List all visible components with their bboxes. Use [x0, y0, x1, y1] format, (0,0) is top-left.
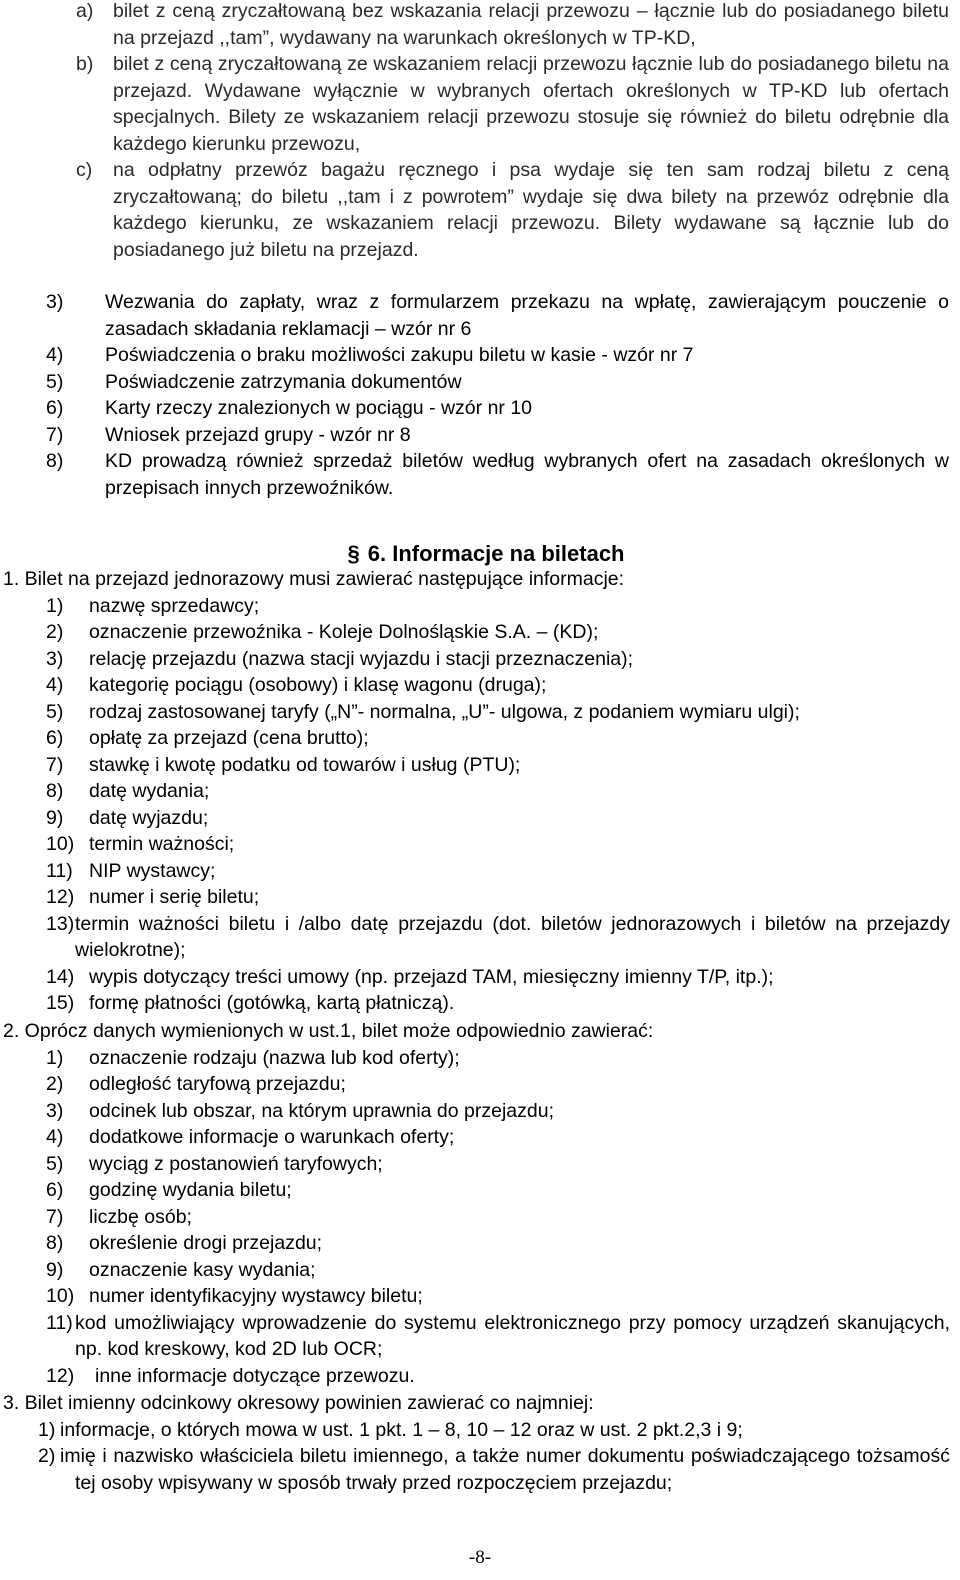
- item-text: oznaczenie rodzaju (nazwa lub kod oferty);: [89, 1046, 460, 1069]
- item-label: 3): [46, 1099, 64, 1122]
- item-label: 7): [46, 753, 64, 776]
- item-label: 13): [46, 912, 75, 935]
- list-item: [46, 884, 950, 911]
- item-text: dodatkowe informacje o warunkach oferty;: [89, 1126, 455, 1148]
- list-item: [46, 1204, 950, 1231]
- item-text: relację przejazdu (nazwa stacji wyjazdu i stacji przeznaczenia);: [89, 647, 634, 670]
- item-text: oznaczenie przewoźnika - Koleje Dolnośląskie S.A. – (KD);: [89, 621, 599, 643]
- list-item: [46, 831, 950, 858]
- item-text: Wezwania do zapłaty, wraz z formularzem przekazu na wpłatę, zawierającym pouczenie o zasadach składania reklamacji – wzór nr 6: [105, 291, 949, 340]
- list-item: [46, 778, 950, 805]
- item-text: określenie drogi przejazdu;: [89, 1232, 323, 1254]
- item-label: 8): [46, 450, 64, 472]
- point-3-list: [0, 1417, 950, 1497]
- item-text: numer identyfikacyjny wystawcy biletu;: [89, 1285, 423, 1307]
- item-text: imię i nazwisko właściciela biletu imiennego, a także numer dokumentu poświadczającego tożsamość tej osoby wpisywany w sposób trwały przed rozpoczęciem przejazdu;: [60, 1445, 950, 1494]
- list-item: [46, 911, 950, 964]
- item-label: 1): [38, 1418, 56, 1441]
- list-item: [46, 672, 950, 699]
- item-label: 6): [46, 397, 64, 419]
- item-text: termin ważności;: [89, 833, 235, 855]
- item-label: a): [76, 0, 94, 22]
- item-label: 3): [46, 647, 64, 670]
- list-item: [46, 448, 949, 501]
- item-label: 7): [46, 1205, 64, 1228]
- item-label: 2): [38, 1445, 56, 1467]
- item-text: wyciąg z postanowień taryfowych;: [89, 1152, 383, 1175]
- item-text: na odpłatny przewóz bagażu ręcznego i psa wydaje się ten sam rodzaj biletu z ceną zryczałtowaną; do biletu ,,tam i z powrotem” wydaje się dwa bilety na przewóz odrębnie dla każdego kierunku, ze wskazaniem relacji przewozu. Bilety wydawane są łącznie lub do posiadanego już biletu na przejazd.: [113, 159, 949, 261]
- item-label: 12): [46, 886, 75, 908]
- list-item: [46, 1177, 950, 1204]
- list-item: [38, 1443, 950, 1496]
- item-text: inne informacje dotyczące przewozu.: [95, 1364, 415, 1387]
- list-item-b: [76, 51, 949, 157]
- item-label: 8): [46, 1232, 64, 1254]
- list-item: [38, 1417, 950, 1444]
- forms-list: [46, 289, 949, 501]
- item-label: 2): [46, 621, 64, 643]
- list-item: [46, 593, 950, 620]
- list-item-c: [76, 157, 949, 263]
- list-item: [46, 1257, 950, 1284]
- item-text: Poświadczenia o braku możliwości zakupu biletu w kasie - wzór nr 7: [105, 344, 694, 366]
- item-label: 5): [46, 1152, 64, 1175]
- item-text: kategorię pociągu (osobowy) i klasę wagonu (druga);: [89, 674, 547, 696]
- item-text: KD prowadzą również sprzedaż biletów według wybranych ofert na zasadach określonych w przepisach innych przewoźników.: [105, 450, 949, 499]
- section-symbol: §: [347, 541, 360, 566]
- point-1: [0, 566, 950, 1017]
- item-label: 9): [46, 806, 64, 829]
- list-item: [46, 990, 950, 1017]
- item-label: 10): [46, 1285, 75, 1307]
- item-text: godzinę wydania biletu;: [89, 1179, 292, 1201]
- item-label: 5): [46, 370, 64, 393]
- point-3: [0, 1390, 950, 1496]
- item-text: odległość taryfową przejazdu;: [89, 1073, 346, 1095]
- item-label: c): [76, 159, 93, 181]
- list-item: [46, 699, 950, 726]
- item-label: 7): [46, 423, 64, 446]
- list-item: [46, 342, 949, 369]
- item-text: informacje, o których mowa w ust. 1 pkt. 1 – 8, 10 – 12 oraz w ust. 2 pkt.2,3 i 9;: [60, 1418, 743, 1441]
- list-item: [46, 1045, 950, 1072]
- item-text: termin ważności biletu i /albo datę przejazdu (dot. biletów jednorazowych i biletów na przejazdy wielokrotne);: [75, 912, 950, 961]
- list-item: [46, 289, 949, 342]
- point-3-lead: 3. Bilet imienny odcinkowy okresowy powinien zawierać co najmniej:: [3, 1392, 594, 1414]
- item-label: 1): [46, 594, 64, 617]
- item-text: wypis dotyczący treści umowy (np. przejazd TAM, miesięczny imienny T/P, itp.);: [89, 965, 774, 988]
- item-label: 10): [46, 833, 75, 855]
- item-text: Karty rzeczy znalezionych w pociągu - wzór nr 10: [105, 397, 533, 419]
- item-text: NIP wystawcy;: [89, 859, 216, 882]
- item-label: 4): [46, 674, 64, 696]
- item-label: 5): [46, 700, 64, 723]
- section-heading: [0, 502, 960, 568]
- list-item: [46, 964, 950, 991]
- list-item: [46, 1363, 950, 1390]
- list-item: [46, 1124, 950, 1151]
- item-label: 4): [46, 1126, 64, 1148]
- list-item: [46, 752, 950, 779]
- point-2-list: [0, 1045, 950, 1390]
- item-label: 11): [46, 859, 73, 882]
- list-item: [46, 369, 949, 396]
- item-text: odcinek lub obszar, na którym uprawnia do przejazdu;: [89, 1099, 555, 1122]
- item-text: stawkę i kwotę podatku od towarów i usług (PTU);: [89, 753, 521, 776]
- section-title: 6. Informacje na biletach: [367, 541, 625, 566]
- list-item: [46, 1230, 950, 1257]
- list-item: [46, 1310, 950, 1363]
- item-text: liczbę osób;: [89, 1205, 192, 1228]
- point-1-list: [0, 593, 950, 1017]
- item-label: 4): [46, 344, 64, 366]
- letter-list: [76, 0, 949, 263]
- list-item: [46, 1071, 950, 1098]
- item-text: numer i serię biletu;: [89, 886, 260, 908]
- item-text: nazwę sprzedawcy;: [89, 594, 260, 617]
- item-text: Wniosek przejazd grupy - wzór nr 8: [105, 423, 411, 446]
- item-text: bilet z ceną zryczałtowaną ze wskazaniem relacji przewozu łącznie lub do posiadanego biletu na przejazd. Wydawane wyłącznie w wybranych ofertach określonych w TP-KD lub ofertach specjalnych. Bilety ze wskazaniem relacji przewozu stosuje się również do biletu odrębnie dla każdego kierunku przewozu,: [113, 53, 949, 155]
- list-item: [46, 1151, 950, 1178]
- list-item: [46, 422, 949, 449]
- item-text: datę wydania;: [89, 780, 210, 802]
- item-label: 6): [46, 727, 64, 749]
- list-item-a: [76, 0, 949, 51]
- list-item: [46, 858, 950, 885]
- list-item: [46, 725, 950, 752]
- item-label: 2): [46, 1073, 64, 1095]
- item-label: 14): [46, 965, 75, 988]
- item-label: 6): [46, 1179, 64, 1201]
- point-2-lead: 2. Oprócz danych wymienionych w ust.1, bilet może odpowiednio zawierać:: [3, 1020, 654, 1042]
- item-text: datę wyjazdu;: [89, 806, 209, 829]
- item-text: bilet z ceną zryczałtowaną bez wskazania relacji przewozu – łącznie lub do posiadanego biletu na przejazd ,,tam”, wydawany na warunkach określonych w TP-KD,: [113, 0, 949, 49]
- point-2: [0, 1018, 950, 1389]
- item-label: 9): [46, 1258, 64, 1281]
- list-item: [46, 395, 949, 422]
- item-label: 12): [46, 1364, 75, 1387]
- item-label: 8): [46, 780, 64, 802]
- item-text: formę płatności (gotówką, kartą płatniczą).: [89, 992, 455, 1014]
- item-text: rodzaj zastosowanej taryfy („N”- normalna, „U”- ulgowa, z podaniem wymiaru ulgi);: [89, 700, 800, 723]
- list-item: [46, 1283, 950, 1310]
- page-number: -8-: [468, 1547, 492, 1568]
- point-1-lead: 1. Bilet na przejazd jednorazowy musi zawierać następujące informacje:: [3, 568, 625, 590]
- item-text: oznaczenie kasy wydania;: [89, 1258, 316, 1281]
- item-label: 11): [46, 1311, 73, 1334]
- item-text: Poświadczenie zatrzymania dokumentów: [105, 370, 462, 393]
- item-label: 3): [46, 291, 64, 313]
- list-item: [46, 805, 950, 832]
- item-text: kod umożliwiający wprowadzenie do systemu elektronicznego przy pomocy urządzeń skanujących, np. kod kreskowy, kod 2D lub OCR;: [75, 1311, 950, 1360]
- list-item: [46, 619, 950, 646]
- item-label: 1): [46, 1046, 64, 1069]
- item-label: 15): [46, 992, 75, 1014]
- item-label: b): [76, 53, 94, 75]
- list-item: [46, 646, 950, 673]
- list-item: [46, 1098, 950, 1125]
- item-text: opłatę za przejazd (cena brutto);: [89, 727, 369, 749]
